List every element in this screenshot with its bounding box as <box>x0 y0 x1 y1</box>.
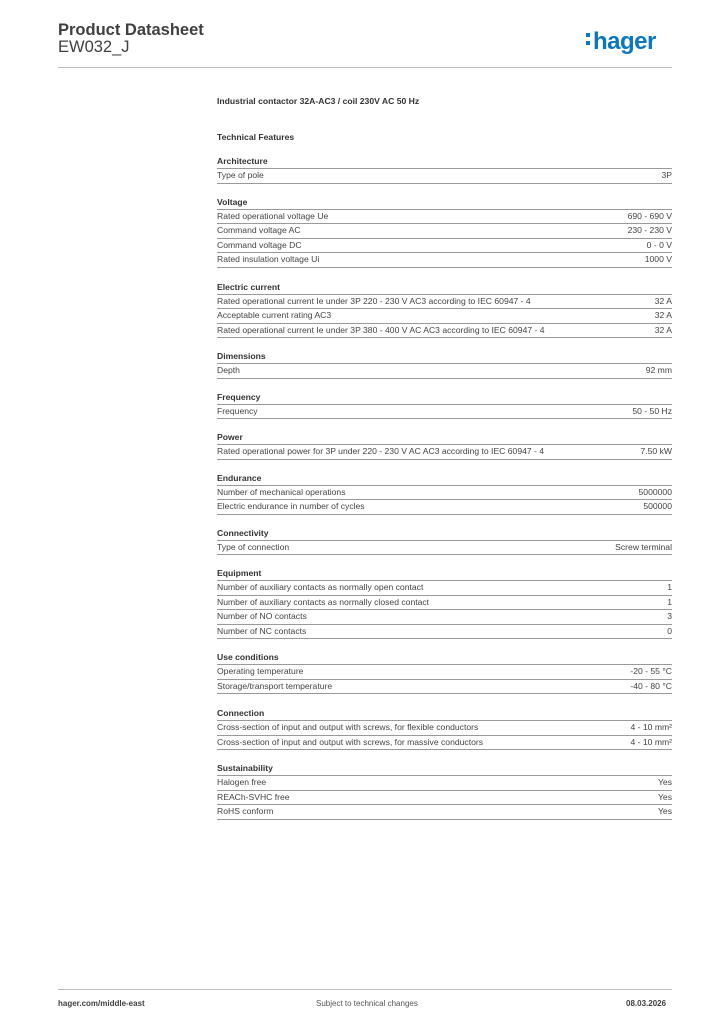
page-title: Product Datasheet <box>58 21 204 39</box>
feature-value: Yes <box>657 777 672 787</box>
section-sustainability <box>217 763 672 820</box>
feature-value: 92 mm <box>645 365 672 375</box>
feature-row <box>217 253 672 268</box>
feature-value: 32 A <box>654 295 672 306</box>
feature-value: 7.50 kW <box>640 446 672 456</box>
feature-row <box>217 596 672 611</box>
feature-row <box>217 445 672 460</box>
feature-label: Command voltage AC <box>217 225 301 235</box>
section-use-conditions <box>217 652 672 694</box>
feature-row <box>217 680 672 695</box>
feature-label: Number of mechanical operations <box>217 486 346 497</box>
feature-value: Yes <box>657 791 672 802</box>
header-divider <box>58 67 672 68</box>
feature-row <box>217 500 672 515</box>
section-title: Frequency <box>217 392 672 405</box>
feature-label: Type of connection <box>217 541 290 552</box>
section-title: Use conditions <box>217 652 672 665</box>
feature-value: 1 <box>667 596 672 607</box>
feature-label: Rated operational voltage Ue <box>217 210 329 221</box>
section-title: Equipment <box>217 568 672 581</box>
feature-row <box>217 486 672 501</box>
section-architecture <box>217 156 672 184</box>
feature-value: 0 <box>667 625 672 636</box>
feature-row <box>217 610 672 625</box>
section-equipment <box>217 568 672 639</box>
section-title: Connection <box>217 708 672 721</box>
technical-features-title: Technical Features <box>217 132 295 142</box>
feature-row <box>217 309 672 324</box>
feature-row <box>217 364 672 379</box>
section-title: Power <box>217 432 672 445</box>
product-title: Industrial contactor 32A-AC3 / coil 230V AC 50 Hz <box>217 96 420 106</box>
feature-value: 5000000 <box>638 486 672 497</box>
feature-label: Number of NC contacts <box>217 625 307 636</box>
section-title: Electric current <box>217 282 672 295</box>
feature-value: 4 - 10 mm² <box>630 736 672 747</box>
feature-row <box>217 295 672 310</box>
feature-value: 32 A <box>654 310 672 320</box>
feature-row <box>217 791 672 806</box>
feature-value: -40 - 80 °C <box>630 680 672 691</box>
feature-label: Number of auxiliary contacts as normally open contact <box>217 582 424 592</box>
feature-label: RoHS conform <box>217 806 274 816</box>
feature-value: 50 - 50 Hz <box>632 405 672 416</box>
feature-row <box>217 541 672 556</box>
feature-row <box>217 625 672 640</box>
feature-value: -20 - 55 °C <box>630 666 672 676</box>
feature-value: 230 - 230 V <box>627 225 672 235</box>
feature-label: Rated operational current Ie under 3P 220 - 230 V AC3 according to IEC 60947 - 4 <box>217 295 531 306</box>
section-power <box>217 432 672 460</box>
feature-label: Acceptable current rating AC3 <box>217 310 332 320</box>
feature-row <box>217 239 672 254</box>
feature-row <box>217 581 672 596</box>
feature-label: Frequency <box>217 405 258 416</box>
feature-value: 3P <box>661 170 672 180</box>
feature-value: 3 <box>667 611 672 621</box>
section-title: Endurance <box>217 473 672 486</box>
feature-label: Rated operational power for 3P under 220 - 230 V AC AC3 according to IEC 60947 - 4 <box>217 446 545 456</box>
feature-label: Cross-section of input and output with screws, for massive conductors <box>217 736 484 747</box>
feature-label: Number of auxiliary contacts as normally closed contact <box>217 596 430 607</box>
feature-row <box>217 210 672 225</box>
footer-divider <box>58 989 672 990</box>
feature-value: 32 A <box>654 324 672 335</box>
feature-value: 0 - 0 V <box>646 239 672 250</box>
feature-value: Screw terminal <box>615 541 672 552</box>
feature-value: Yes <box>657 806 672 816</box>
section-title: Connectivity <box>217 528 672 541</box>
section-electric-current <box>217 282 672 339</box>
footer-notice: Subject to technical changes <box>316 999 418 1008</box>
feature-label: Rated operational current Ie under 3P 380 - 400 V AC AC3 according to IEC 60947 - 4 <box>217 324 545 335</box>
section-connectivity <box>217 528 672 556</box>
feature-row <box>217 324 672 339</box>
feature-value: 1 <box>667 582 672 592</box>
feature-row <box>217 405 672 420</box>
feature-label: Cross-section of input and output with screws, for flexible conductors <box>217 722 479 732</box>
feature-row <box>217 721 672 736</box>
product-reference: EW032_J <box>58 38 130 56</box>
section-dimensions <box>217 351 672 379</box>
section-title: Dimensions <box>217 351 672 364</box>
feature-label: Electric endurance in number of cycles <box>217 501 365 511</box>
feature-label: Depth <box>217 365 240 375</box>
feature-row <box>217 805 672 820</box>
feature-label: Halogen free <box>217 777 267 787</box>
feature-value: 500000 <box>643 501 672 511</box>
hager-logo <box>593 28 656 56</box>
section-frequency <box>217 392 672 420</box>
feature-row <box>217 224 672 239</box>
section-voltage <box>217 197 672 268</box>
logo-dots-icon <box>586 33 590 49</box>
footer-date: 08.03.2026 <box>626 999 667 1008</box>
section-title: Voltage <box>217 197 672 210</box>
logo-text: hager <box>593 28 656 55</box>
feature-value: 1000 V <box>644 254 672 264</box>
feature-label: Rated insulation voltage Ui <box>217 254 320 264</box>
section-endurance <box>217 473 672 515</box>
feature-label: Storage/transport temperature <box>217 680 333 691</box>
section-connection <box>217 708 672 750</box>
section-title: Sustainability <box>217 763 672 776</box>
feature-row <box>217 736 672 751</box>
feature-value: 690 - 690 V <box>627 210 672 221</box>
feature-label: Type of pole <box>217 170 264 180</box>
datasheet-content <box>217 95 672 820</box>
footer-website: hager.com/middle-east <box>58 999 145 1008</box>
feature-label: REACh-SVHC free <box>217 791 290 802</box>
feature-label: Number of NO contacts <box>217 611 307 621</box>
feature-row <box>217 665 672 680</box>
feature-row <box>217 169 672 184</box>
feature-value: 4 - 10 mm² <box>630 722 672 732</box>
feature-sections <box>217 156 672 820</box>
feature-label: Operating temperature <box>217 666 304 676</box>
section-title: Architecture <box>217 156 672 169</box>
feature-row <box>217 776 672 791</box>
feature-label: Command voltage DC <box>217 239 302 250</box>
